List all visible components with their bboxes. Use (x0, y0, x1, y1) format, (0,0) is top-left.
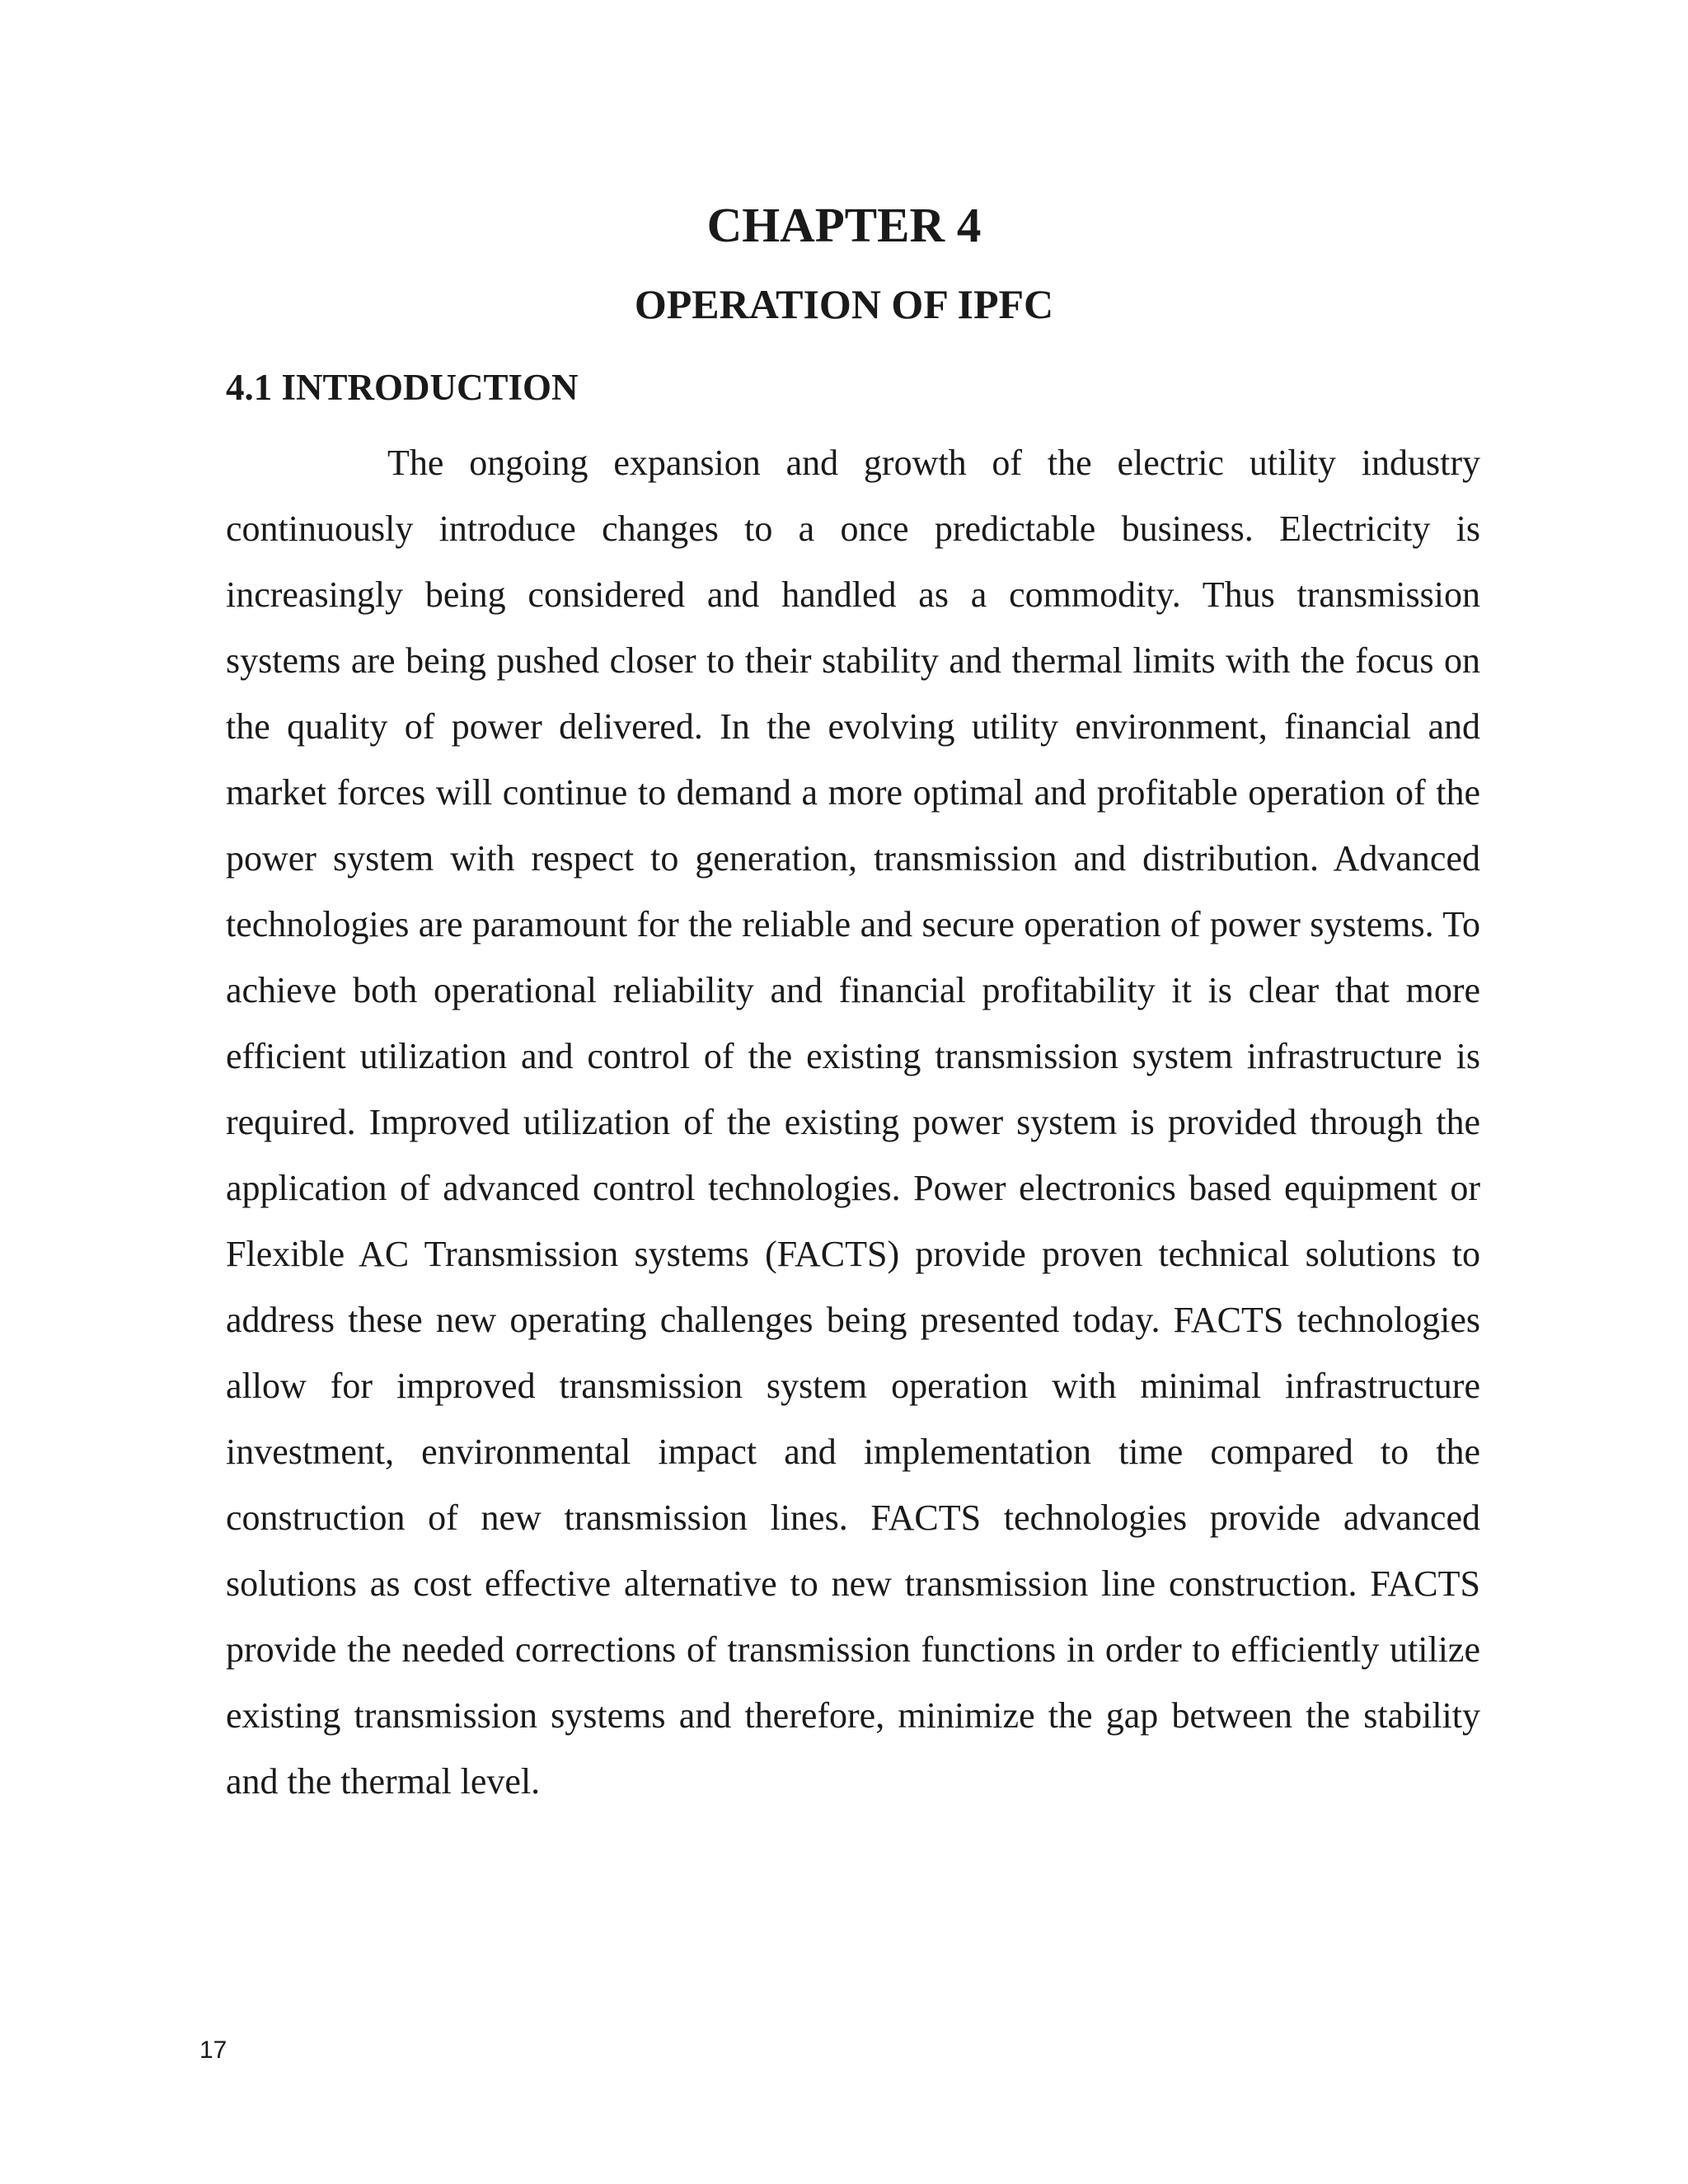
body-paragraph: The ongoing expansion and growth of the electric utility industry continuously introduce changes to a once predictable business. Electricity is increasingly being considered and handled as a commodity. Thus transmission systems are being pushed closer to their stability and thermal limits with the focus on the quality of power delivered. In the evolving utility environment, financial and market forces will continue to demand a more optimal and profitable operation of the power system with respect to generation, transmission and distribution. Advanced technologies are paramount for the reliable and secure operation of power systems. To achieve both operational reliability and financial profitability it is clear that more efficient utilization and control of the existing transmission system infrastructure is required. Improved utilization of the existing power system is provided through the application of advanced control technologies. Power electronics based equipment or Flexible AC Transmission systems (FACTS) provide proven technical solutions to address these new operating challenges being presented today. FACTS technologies allow for improved transmission system operation with minimal infrastructure investment, environmental impact and implementation time compared to the construction of new transmission lines. FACTS technologies provide advanced solutions as cost effective alternative to new transmission line construction. FACTS provide the needed corrections of transmission functions in order to efficiently utilize existing transmission systems and therefore, minimize the gap between the stability and the thermal level. (226, 443, 1480, 1802)
section-heading: 4.1 INTRODUCTION (226, 367, 579, 408)
page-number: 17 (199, 2036, 227, 2064)
chapter-title: CHAPTER 4 (706, 198, 982, 252)
chapter-subtitle: OPERATION OF IPFC (634, 281, 1054, 327)
